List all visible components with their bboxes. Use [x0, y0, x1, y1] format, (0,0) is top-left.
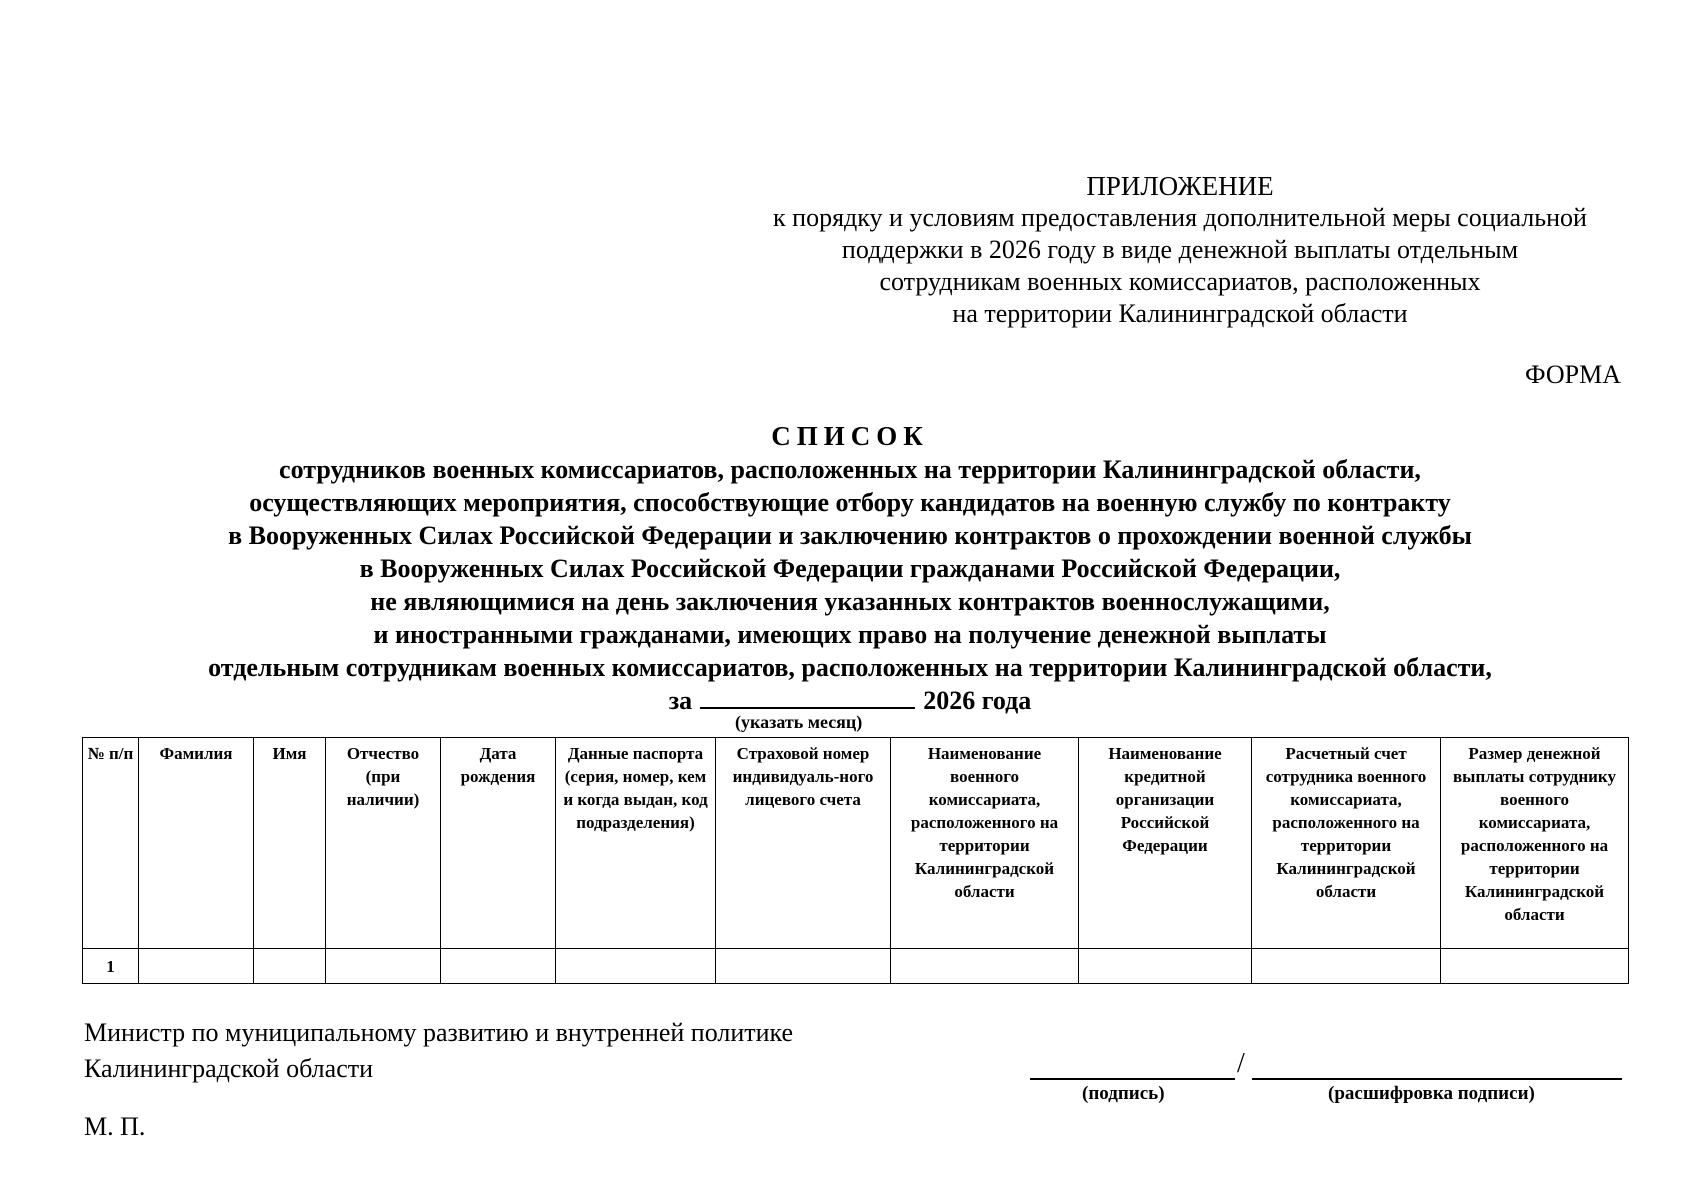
minister-line: Калининградской области [84, 1054, 374, 1083]
appendix-title: ПРИЛОЖЕНИЕ [1086, 171, 1274, 201]
column-header: Отчество (при наличии) [326, 738, 441, 949]
appendix-line: сотрудникам военных комиссариатов, расположенных [879, 267, 1481, 296]
column-header: Наименование военного комиссариата, расположенного на территории Калининградской области [891, 738, 1079, 949]
column-header: Размер денежной выплаты сотруднику военного комиссариата, расположенного на территории Калининградской области [1441, 738, 1629, 949]
table-cell: 1 [83, 949, 139, 984]
seal-label: М. П. [84, 1112, 146, 1141]
appendix-line: поддержки в 2026 году в виде денежной выплаты отдельным [841, 235, 1519, 264]
table-cell[interactable] [254, 949, 326, 984]
column-header: Расчетный счет сотрудника военного комиссариата, расположенного на территории Калининградской области [1252, 738, 1441, 949]
signature-caption: (подпись) [1082, 1083, 1165, 1104]
month-hint: (указать месяц) [735, 712, 863, 732]
list-line: отдельным сотрудникам военных комиссариатов, расположенных на территории Калининградской области, [208, 653, 1492, 682]
table-cell[interactable] [1441, 949, 1629, 984]
table-cell[interactable] [1079, 949, 1252, 984]
table-cell[interactable] [326, 949, 441, 984]
month-blank-field[interactable] [700, 685, 915, 709]
column-header: Имя [254, 738, 326, 949]
list-title: СПИСОК [771, 421, 929, 451]
table-cell[interactable] [891, 949, 1079, 984]
table-header-row [83, 738, 1629, 949]
decoding-caption: (расшифровка подписи) [1328, 1083, 1535, 1104]
period-prefix: за [668, 686, 693, 715]
table-cell[interactable] [716, 949, 891, 984]
signature-slash: / [1237, 1048, 1245, 1079]
appendix-line: на территории Калининградской области [952, 299, 1408, 328]
list-line: сотрудников военных комиссариатов, расположенных на территории Калининградской области, [279, 455, 1421, 484]
signature-decoding-field[interactable] [1252, 1078, 1622, 1080]
minister-title [84, 1015, 793, 1087]
table-row [83, 949, 1629, 984]
list-line: осуществляющих мероприятия, способствующие отбору кандидатов на военную службу по контракту [249, 488, 1451, 517]
column-header: № п/п [83, 738, 139, 949]
table-cell[interactable] [556, 949, 716, 984]
table-cell[interactable] [441, 949, 556, 984]
column-header: Дата рождения [441, 738, 556, 949]
list-line: в Вооруженных Силах Российской Федерации и заключению контрактов о прохождении военной службы [228, 521, 1472, 550]
column-header: Наименование кредитной организации Российской Федерации [1079, 738, 1252, 949]
list-line: и иностранными гражданами, имеющих право на получение денежной выплаты [373, 620, 1327, 649]
minister-line: Министр по муниципальному развитию и внутренней политике [84, 1018, 794, 1047]
signature-field[interactable] [1030, 1078, 1235, 1080]
list-heading [60, 420, 1640, 717]
employee-table [82, 737, 1629, 984]
form-label: ФОРМА [1525, 360, 1621, 389]
appendix-header [680, 170, 1680, 330]
appendix-line: к порядку и условиям предоставления дополнительной меры социальной [773, 203, 1587, 232]
table-cell[interactable] [1252, 949, 1441, 984]
column-header: Страховой номер индивидуаль-ного лицевого счета [716, 738, 891, 949]
column-header: Фамилия [139, 738, 254, 949]
table-cell[interactable] [139, 949, 254, 984]
list-line: не являющимися на день заключения указанных контрактов военнослужащими, [370, 587, 1330, 616]
column-header: Данные паспорта (серия, номер, кем и когда выдан, код подразделения) [556, 738, 716, 949]
list-line: в Вооруженных Силах Российской Федерации гражданами Российской Федерации, [359, 554, 1341, 583]
period-suffix: 2026 года [923, 686, 1032, 715]
